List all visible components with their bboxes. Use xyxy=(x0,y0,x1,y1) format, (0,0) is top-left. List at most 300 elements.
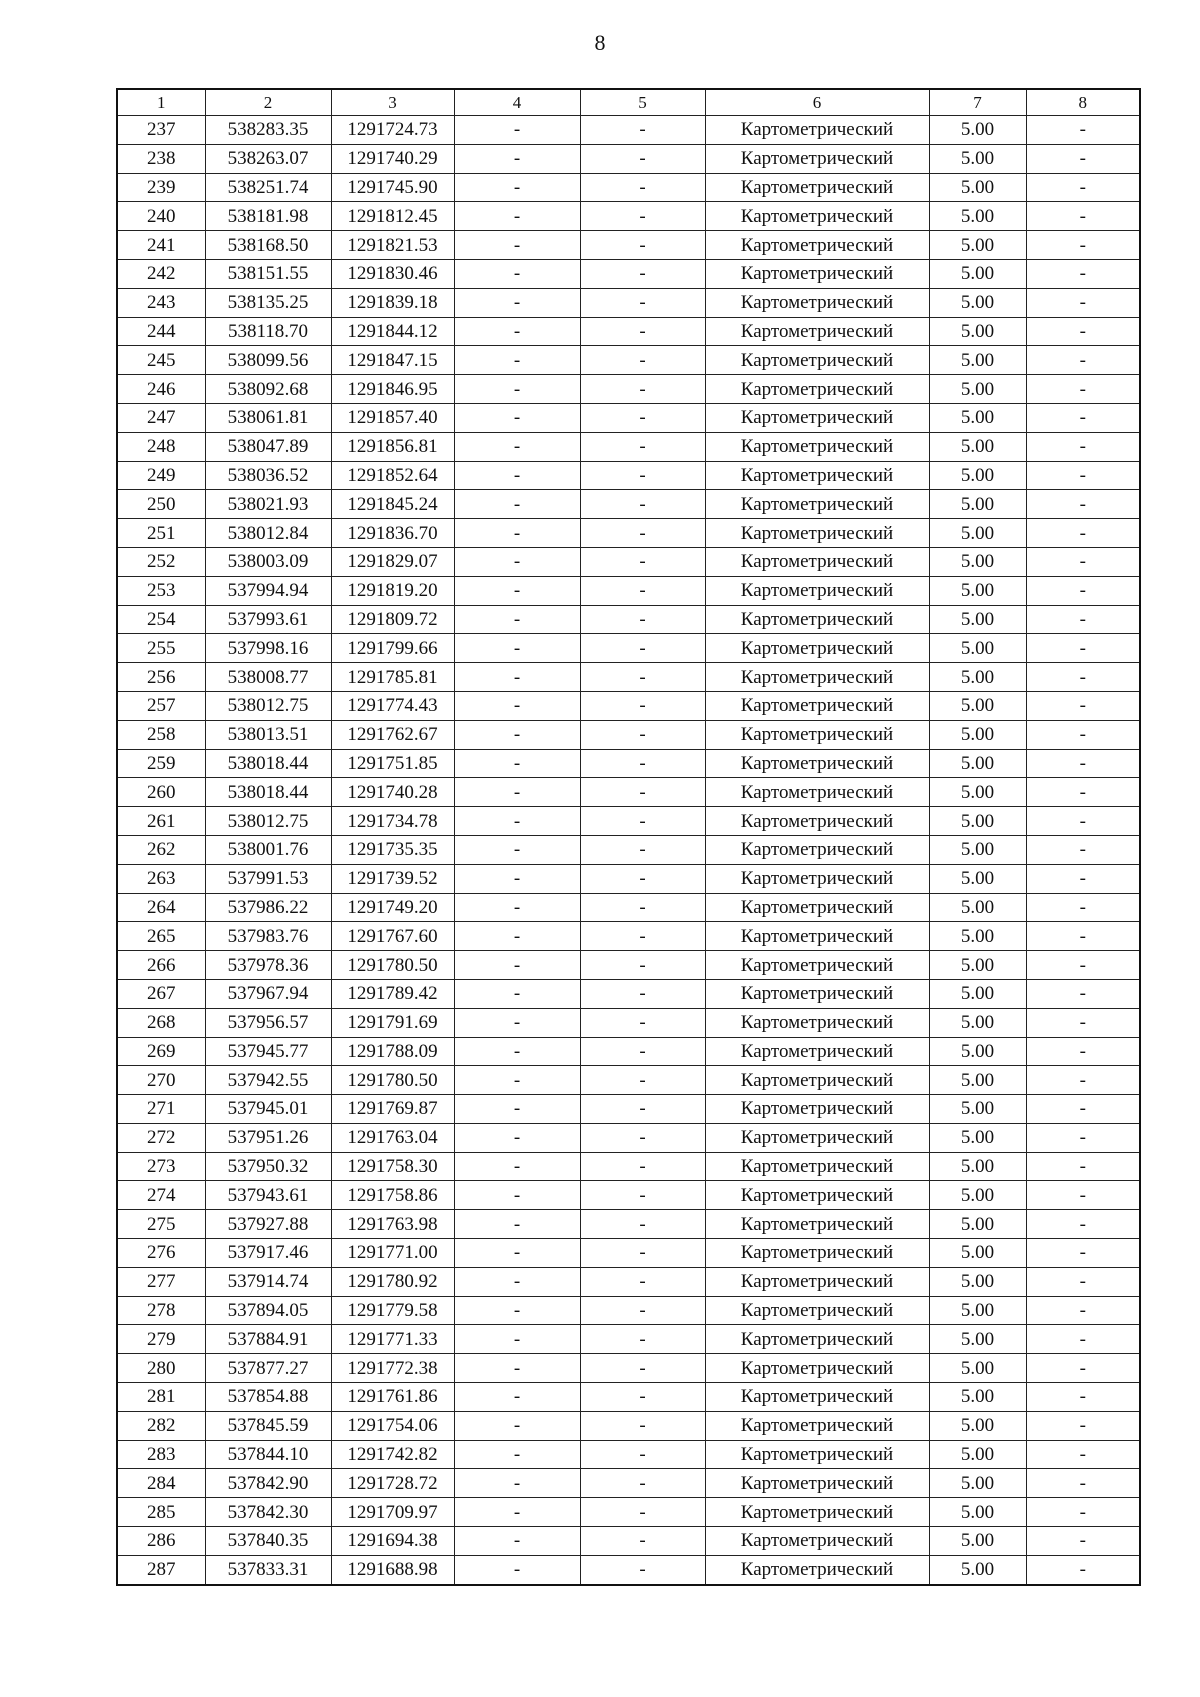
table-row xyxy=(117,1123,1140,1152)
table-cell: - xyxy=(1026,1152,1140,1181)
table-row xyxy=(117,922,1140,951)
table-cell: 538018.44 xyxy=(205,778,331,807)
table-cell: 250 xyxy=(117,490,205,519)
table-row xyxy=(117,720,1140,749)
table-cell: - xyxy=(454,403,580,432)
table-row xyxy=(117,691,1140,720)
table-cell: - xyxy=(1026,1325,1140,1354)
table-cell: 538181.98 xyxy=(205,202,331,231)
table-cell: Картометрический xyxy=(705,1469,929,1498)
table-cell: 537914.74 xyxy=(205,1267,331,1296)
table-cell: Картометрический xyxy=(705,778,929,807)
table-cell: 1291780.50 xyxy=(331,951,454,980)
table-cell: 273 xyxy=(117,1152,205,1181)
table-cell: Картометрический xyxy=(705,173,929,202)
table-cell: - xyxy=(454,1354,580,1383)
table-row xyxy=(117,1037,1140,1066)
table-cell: - xyxy=(1026,778,1140,807)
table-cell: 537833.31 xyxy=(205,1555,331,1584)
table-cell: - xyxy=(454,720,580,749)
table-cell: Картометрический xyxy=(705,116,929,145)
table-cell: 276 xyxy=(117,1239,205,1268)
table-row xyxy=(117,1325,1140,1354)
table-cell: Картометрический xyxy=(705,1383,929,1412)
table-cell: 1291763.98 xyxy=(331,1210,454,1239)
table-cell: 538001.76 xyxy=(205,835,331,864)
table-cell: - xyxy=(1026,951,1140,980)
table-cell: - xyxy=(454,1411,580,1440)
table-cell: 538012.84 xyxy=(205,519,331,548)
table-cell: 239 xyxy=(117,173,205,202)
table-cell: - xyxy=(580,317,705,346)
table-cell: 5.00 xyxy=(929,1527,1026,1556)
table-cell: 1291774.43 xyxy=(331,691,454,720)
table-cell: 5.00 xyxy=(929,432,1026,461)
table-row xyxy=(117,749,1140,778)
table-cell: 5.00 xyxy=(929,288,1026,317)
table-cell: - xyxy=(454,259,580,288)
table-cell: 5.00 xyxy=(929,1239,1026,1268)
table-row xyxy=(117,1383,1140,1412)
table-cell: 1291735.35 xyxy=(331,835,454,864)
table-cell: 537884.91 xyxy=(205,1325,331,1354)
table-cell: - xyxy=(1026,1383,1140,1412)
header-cell: 4 xyxy=(454,89,580,116)
table-cell: - xyxy=(1026,1181,1140,1210)
table-cell: 269 xyxy=(117,1037,205,1066)
table-row xyxy=(117,259,1140,288)
table-cell: - xyxy=(454,663,580,692)
table-cell: - xyxy=(1026,807,1140,836)
table-cell: - xyxy=(580,893,705,922)
table-cell: Картометрический xyxy=(705,1210,929,1239)
table-cell: 538168.50 xyxy=(205,231,331,260)
table-cell: Картометрический xyxy=(705,663,929,692)
table-cell: - xyxy=(1026,346,1140,375)
table-cell: Картометрический xyxy=(705,519,929,548)
table-cell: 538047.89 xyxy=(205,432,331,461)
table-cell: 5.00 xyxy=(929,979,1026,1008)
table-cell: - xyxy=(454,1037,580,1066)
table-cell: Картометрический xyxy=(705,1440,929,1469)
table-cell: 5.00 xyxy=(929,375,1026,404)
table-cell: - xyxy=(580,663,705,692)
table-cell: 1291839.18 xyxy=(331,288,454,317)
table-cell: 1291742.82 xyxy=(331,1440,454,1469)
table-cell: - xyxy=(580,1440,705,1469)
table-cell: - xyxy=(580,231,705,260)
table-cell: - xyxy=(454,432,580,461)
table-cell: - xyxy=(454,1469,580,1498)
table-cell: - xyxy=(454,778,580,807)
table-cell: Картометрический xyxy=(705,951,929,980)
table-cell: 272 xyxy=(117,1123,205,1152)
table-cell: - xyxy=(580,144,705,173)
table-cell: - xyxy=(454,1152,580,1181)
table-cell: - xyxy=(580,173,705,202)
table-cell: - xyxy=(580,432,705,461)
table-cell: 5.00 xyxy=(929,1152,1026,1181)
table-cell: 256 xyxy=(117,663,205,692)
table-row xyxy=(117,116,1140,145)
table-cell: - xyxy=(1026,576,1140,605)
table-row xyxy=(117,835,1140,864)
table-cell: 5.00 xyxy=(929,259,1026,288)
table-cell: - xyxy=(580,259,705,288)
table-row xyxy=(117,490,1140,519)
table-row xyxy=(117,1239,1140,1268)
table-cell: 1291771.00 xyxy=(331,1239,454,1268)
table-cell: - xyxy=(580,1037,705,1066)
table-cell: - xyxy=(580,1325,705,1354)
table-cell: 537854.88 xyxy=(205,1383,331,1412)
table-cell: - xyxy=(580,835,705,864)
table-cell: 1291709.97 xyxy=(331,1498,454,1527)
table-cell: 538263.07 xyxy=(205,144,331,173)
table-row xyxy=(117,663,1140,692)
table-cell: 1291780.50 xyxy=(331,1066,454,1095)
table-cell: - xyxy=(1026,1440,1140,1469)
table-cell: 5.00 xyxy=(929,1181,1026,1210)
table-cell: - xyxy=(454,375,580,404)
table-cell: 1291809.72 xyxy=(331,605,454,634)
table-cell: Картометрический xyxy=(705,1152,929,1181)
table-row xyxy=(117,951,1140,980)
table-cell: 538012.75 xyxy=(205,807,331,836)
table-cell: 1291758.86 xyxy=(331,1181,454,1210)
table-row xyxy=(117,288,1140,317)
table-cell: Картометрический xyxy=(705,288,929,317)
table-cell: - xyxy=(580,778,705,807)
table-row xyxy=(117,461,1140,490)
table-cell: Картометрический xyxy=(705,835,929,864)
table-cell: 5.00 xyxy=(929,116,1026,145)
header-cell: 6 xyxy=(705,89,929,116)
table-cell: - xyxy=(1026,1469,1140,1498)
table-cell: 5.00 xyxy=(929,1267,1026,1296)
table-cell: - xyxy=(1026,461,1140,490)
table-cell: 1291857.40 xyxy=(331,403,454,432)
table-cell: 284 xyxy=(117,1469,205,1498)
table-row xyxy=(117,519,1140,548)
table-cell: - xyxy=(1026,547,1140,576)
table-cell: - xyxy=(580,1152,705,1181)
table-cell: 537986.22 xyxy=(205,893,331,922)
table-cell: 5.00 xyxy=(929,778,1026,807)
table-cell: 1291688.98 xyxy=(331,1555,454,1584)
table-cell: 253 xyxy=(117,576,205,605)
table-cell: 5.00 xyxy=(929,1411,1026,1440)
table-cell: 5.00 xyxy=(929,1066,1026,1095)
table-row xyxy=(117,432,1140,461)
table-cell: 5.00 xyxy=(929,1325,1026,1354)
table-cell: 1291812.45 xyxy=(331,202,454,231)
table-cell: - xyxy=(580,951,705,980)
table-cell: 248 xyxy=(117,432,205,461)
table-cell: Картометрический xyxy=(705,1123,929,1152)
table-cell: 1291761.86 xyxy=(331,1383,454,1412)
table-cell: 5.00 xyxy=(929,346,1026,375)
table-cell: - xyxy=(1026,116,1140,145)
table-cell: 537950.32 xyxy=(205,1152,331,1181)
table-cell: Картометрический xyxy=(705,691,929,720)
table-cell: 254 xyxy=(117,605,205,634)
table-row xyxy=(117,864,1140,893)
table-cell: 538151.55 xyxy=(205,259,331,288)
table-row xyxy=(117,144,1140,173)
table-cell: 538099.56 xyxy=(205,346,331,375)
table-cell: 1291739.52 xyxy=(331,864,454,893)
table-cell: - xyxy=(1026,1095,1140,1124)
table-row xyxy=(117,403,1140,432)
table-cell: - xyxy=(1026,1527,1140,1556)
table-cell: 5.00 xyxy=(929,461,1026,490)
table-cell: 5.00 xyxy=(929,231,1026,260)
table-cell: 240 xyxy=(117,202,205,231)
table-cell: 538003.09 xyxy=(205,547,331,576)
table-cell: Картометрический xyxy=(705,922,929,951)
table-row xyxy=(117,375,1140,404)
table-cell: 1291791.69 xyxy=(331,1008,454,1037)
table-cell: - xyxy=(580,490,705,519)
table-cell: - xyxy=(454,922,580,951)
table-cell: 261 xyxy=(117,807,205,836)
table-cell: Картометрический xyxy=(705,375,929,404)
table-cell: 5.00 xyxy=(929,1095,1026,1124)
table-cell: 5.00 xyxy=(929,1210,1026,1239)
table-row xyxy=(117,778,1140,807)
table-cell: - xyxy=(1026,1066,1140,1095)
table-cell: Картометрический xyxy=(705,231,929,260)
table-cell: 5.00 xyxy=(929,576,1026,605)
table-cell: - xyxy=(454,144,580,173)
table-cell: 283 xyxy=(117,1440,205,1469)
header-cell: 8 xyxy=(1026,89,1140,116)
table-cell: 282 xyxy=(117,1411,205,1440)
table-row xyxy=(117,202,1140,231)
table-cell: 537994.94 xyxy=(205,576,331,605)
table-cell: 1291844.12 xyxy=(331,317,454,346)
table-cell: 538135.25 xyxy=(205,288,331,317)
table-cell: 270 xyxy=(117,1066,205,1095)
table-cell: 537951.26 xyxy=(205,1123,331,1152)
table-cell: 281 xyxy=(117,1383,205,1412)
table-cell: 538118.70 xyxy=(205,317,331,346)
table-cell: - xyxy=(580,691,705,720)
table-cell: 263 xyxy=(117,864,205,893)
table-row xyxy=(117,317,1140,346)
table-cell: 538092.68 xyxy=(205,375,331,404)
table-cell: - xyxy=(1026,1210,1140,1239)
table-cell: 257 xyxy=(117,691,205,720)
table-cell: 262 xyxy=(117,835,205,864)
table-cell: 246 xyxy=(117,375,205,404)
table-cell: 1291819.20 xyxy=(331,576,454,605)
table-cell: Картометрический xyxy=(705,1267,929,1296)
table-cell: 5.00 xyxy=(929,893,1026,922)
table-cell: - xyxy=(1026,1555,1140,1584)
table-cell: - xyxy=(1026,432,1140,461)
table-cell: 537844.10 xyxy=(205,1440,331,1469)
table-cell: - xyxy=(580,346,705,375)
table-cell: - xyxy=(1026,1123,1140,1152)
table-cell: 5.00 xyxy=(929,922,1026,951)
table-cell: 537967.94 xyxy=(205,979,331,1008)
table-cell: 5.00 xyxy=(929,1440,1026,1469)
table-cell: Картометрический xyxy=(705,144,929,173)
table-row xyxy=(117,1354,1140,1383)
table-cell: - xyxy=(454,547,580,576)
table-cell: 271 xyxy=(117,1095,205,1124)
table-cell: - xyxy=(1026,1037,1140,1066)
table-cell: Картометрический xyxy=(705,576,929,605)
table-cell: - xyxy=(454,605,580,634)
table-cell: - xyxy=(1026,1411,1140,1440)
table-cell: 286 xyxy=(117,1527,205,1556)
table-cell: 5.00 xyxy=(929,1037,1026,1066)
table-cell: 538013.51 xyxy=(205,720,331,749)
table-cell: 238 xyxy=(117,144,205,173)
table-cell: 537917.46 xyxy=(205,1239,331,1268)
table-cell: Картометрический xyxy=(705,1411,929,1440)
table-cell: 538251.74 xyxy=(205,173,331,202)
table-cell: 1291845.24 xyxy=(331,490,454,519)
table-cell: - xyxy=(454,1498,580,1527)
table-cell: 5.00 xyxy=(929,490,1026,519)
table-cell: - xyxy=(580,979,705,1008)
table-cell: 259 xyxy=(117,749,205,778)
table-row xyxy=(117,1152,1140,1181)
table-cell: - xyxy=(580,1498,705,1527)
table-cell: - xyxy=(580,519,705,548)
table-cell: Картометрический xyxy=(705,605,929,634)
table-cell: 5.00 xyxy=(929,835,1026,864)
table-cell: - xyxy=(1026,663,1140,692)
table-cell: 1291821.53 xyxy=(331,231,454,260)
table-cell: - xyxy=(1026,317,1140,346)
table-cell: - xyxy=(1026,835,1140,864)
table-cell: 5.00 xyxy=(929,1354,1026,1383)
table-cell: - xyxy=(454,979,580,1008)
table-cell: 537840.35 xyxy=(205,1527,331,1556)
table-cell: - xyxy=(1026,144,1140,173)
table-cell: Картометрический xyxy=(705,202,929,231)
table-cell: 242 xyxy=(117,259,205,288)
table-cell: 5.00 xyxy=(929,1008,1026,1037)
table-cell: Картометрический xyxy=(705,720,929,749)
table-cell: 243 xyxy=(117,288,205,317)
table-cell: 1291751.85 xyxy=(331,749,454,778)
table-row xyxy=(117,1095,1140,1124)
table-cell: - xyxy=(580,1383,705,1412)
table-cell: - xyxy=(580,403,705,432)
table-cell: 1291769.87 xyxy=(331,1095,454,1124)
table-cell: - xyxy=(1026,490,1140,519)
table-cell: - xyxy=(580,461,705,490)
table-cell: 537945.77 xyxy=(205,1037,331,1066)
table-cell: - xyxy=(580,749,705,778)
table-cell: 538018.44 xyxy=(205,749,331,778)
table-cell: - xyxy=(454,1296,580,1325)
header-cell: 3 xyxy=(331,89,454,116)
table-row xyxy=(117,1210,1140,1239)
table-cell: - xyxy=(580,1555,705,1584)
table-cell: - xyxy=(580,605,705,634)
table-cell: - xyxy=(1026,1239,1140,1268)
table-cell: Картометрический xyxy=(705,1037,929,1066)
table-cell: - xyxy=(454,288,580,317)
table-cell: - xyxy=(580,1210,705,1239)
table-cell: 5.00 xyxy=(929,691,1026,720)
table-cell: 1291763.04 xyxy=(331,1123,454,1152)
table-row xyxy=(117,634,1140,663)
table-cell: Картометрический xyxy=(705,979,929,1008)
table-cell: - xyxy=(1026,922,1140,951)
table-cell: 255 xyxy=(117,634,205,663)
table-row xyxy=(117,1555,1140,1584)
table-cell: - xyxy=(580,1296,705,1325)
table-cell: 1291779.58 xyxy=(331,1296,454,1325)
table-cell: - xyxy=(1026,259,1140,288)
table-cell: 538061.81 xyxy=(205,403,331,432)
table-cell: 1291728.72 xyxy=(331,1469,454,1498)
table-cell: - xyxy=(454,519,580,548)
table-row xyxy=(117,605,1140,634)
table-cell: 5.00 xyxy=(929,547,1026,576)
table-cell: 538012.75 xyxy=(205,691,331,720)
table-cell: - xyxy=(454,749,580,778)
table-cell: Картометрический xyxy=(705,893,929,922)
table-cell: - xyxy=(1026,1296,1140,1325)
table-cell: Картометрический xyxy=(705,634,929,663)
table-cell: Картометрический xyxy=(705,1181,929,1210)
table-cell: 5.00 xyxy=(929,749,1026,778)
table-cell: - xyxy=(580,1008,705,1037)
table-cell: - xyxy=(580,1411,705,1440)
table-cell: Картометрический xyxy=(705,547,929,576)
table-cell: - xyxy=(454,202,580,231)
table-cell: - xyxy=(454,1239,580,1268)
table-row xyxy=(117,346,1140,375)
table-row xyxy=(117,1498,1140,1527)
table-cell: 1291847.15 xyxy=(331,346,454,375)
table-cell: 1291836.70 xyxy=(331,519,454,548)
table-cell: 287 xyxy=(117,1555,205,1584)
table-cell: Картометрический xyxy=(705,1527,929,1556)
table-cell: - xyxy=(454,1123,580,1152)
table-cell: 537991.53 xyxy=(205,864,331,893)
table-cell: 275 xyxy=(117,1210,205,1239)
table-cell: 5.00 xyxy=(929,1296,1026,1325)
table-cell: 1291829.07 xyxy=(331,547,454,576)
table-cell: 237 xyxy=(117,116,205,145)
table-cell: - xyxy=(1026,605,1140,634)
table-cell: Картометрический xyxy=(705,1296,929,1325)
table-cell: 1291740.29 xyxy=(331,144,454,173)
table-cell: 538036.52 xyxy=(205,461,331,490)
table-cell: - xyxy=(1026,202,1140,231)
table-cell: - xyxy=(1026,1498,1140,1527)
table-cell: - xyxy=(454,1555,580,1584)
table-cell: - xyxy=(580,634,705,663)
table-cell: 1291767.60 xyxy=(331,922,454,951)
table-cell: Картометрический xyxy=(705,1239,929,1268)
table-cell: 5.00 xyxy=(929,864,1026,893)
page-number: 8 xyxy=(594,30,606,55)
table-cell: 537842.90 xyxy=(205,1469,331,1498)
table-cell: - xyxy=(454,1527,580,1556)
table-row xyxy=(117,1008,1140,1037)
